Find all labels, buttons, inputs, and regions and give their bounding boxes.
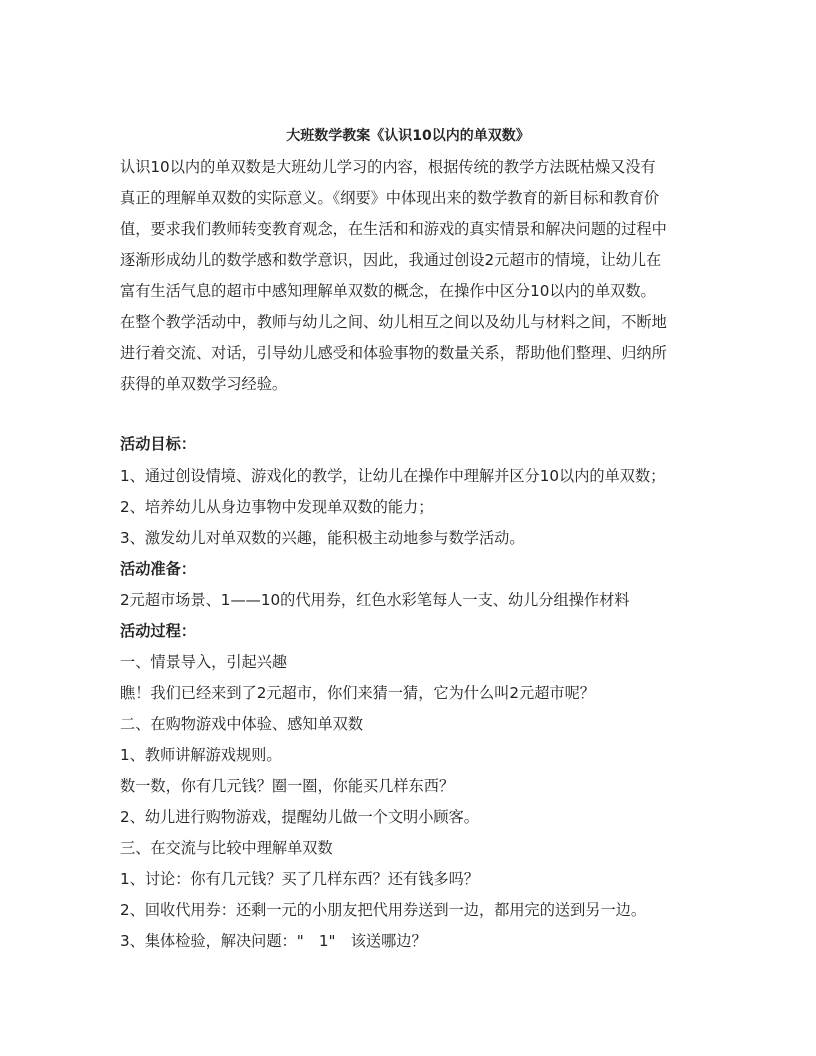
intro-line: 获得的单双数学习经验。 <box>120 375 288 393</box>
process-line: 1、讨论：你有几元钱？买了几样东西？还有钱多吗？ <box>120 870 479 888</box>
goals-heading: 活动目标： <box>120 435 196 453</box>
process-line: 3、集体检验，解决问题：" 1" 该送哪边？ <box>120 932 427 950</box>
prep-heading: 活动准备： <box>120 560 196 578</box>
process-line: 2、回收代用券：还剩一元的小朋友把代用券送到一边，都用完的送到另一边。 <box>120 901 647 919</box>
process-line: 数一数，你有几元钱？圈一圈，你能买几样东西？ <box>120 777 455 795</box>
intro-line: 富有生活气息的超市中感知理解单双数的概念，在操作中区分10以内的单双数。 <box>120 282 656 300</box>
intro-line: 真正的理解单双数的实际意义。《纲要》中体现出来的数学教育的新目标和教育价 <box>120 189 660 207</box>
prep-text: 2元超市场景、1——10的代用券，红色水彩笔每人一支、幼儿分组操作材料 <box>120 591 630 609</box>
process-line: 2、幼儿进行购物游戏，提醒幼儿做一个文明小顾客。 <box>120 808 479 826</box>
process-line: 1、教师讲解游戏规则。 <box>120 746 282 764</box>
process-heading: 活动过程： <box>120 622 196 640</box>
intro-line: 认识10以内的单双数是大班幼儿学习的内容，根据传统的教学方法既枯燥又没有 <box>120 158 656 176</box>
goal-item: 2、培养幼儿从身边事物中发现单双数的能力； <box>120 498 434 516</box>
intro-line: 进行着交流、对话，引导幼儿感受和体验事物的数量关系，帮助他们整理、归纳所 <box>120 344 667 362</box>
intro-line: 逐渐形成幼儿的数学感和数学意识，因此，我通过创设2元超市的情境，让幼儿在 <box>120 251 662 269</box>
process-line: 一、情景导入，引起兴趣 <box>120 653 288 671</box>
process-line: 二、在购物游戏中体验、感知单双数 <box>120 715 363 733</box>
goal-item: 1、通过创设情境、游戏化的教学，让幼儿在操作中理解并区分10以内的单双数； <box>120 467 666 485</box>
intro-paragraph <box>120 152 700 400</box>
intro-line: 值，要求我们教师转变教育观念，在生活和和游戏的真实情景和解决问题的过程中 <box>120 220 667 238</box>
process-line: 瞧！我们已经来到了2元超市，你们来猜一猜，它为什么叫2元超市呢？ <box>120 684 595 702</box>
intro-line: 在整个教学活动中，教师与幼儿之间、幼儿相互之间以及幼儿与材料之间，不断地 <box>120 313 667 331</box>
document-title: 大班数学教案《认识10以内的单双数》 <box>286 128 530 144</box>
process-line: 三、在交流与比较中理解单双数 <box>120 839 333 857</box>
goal-item: 3、激发幼儿对单双数的兴趣，能积极主动地参与数学活动。 <box>120 529 525 547</box>
